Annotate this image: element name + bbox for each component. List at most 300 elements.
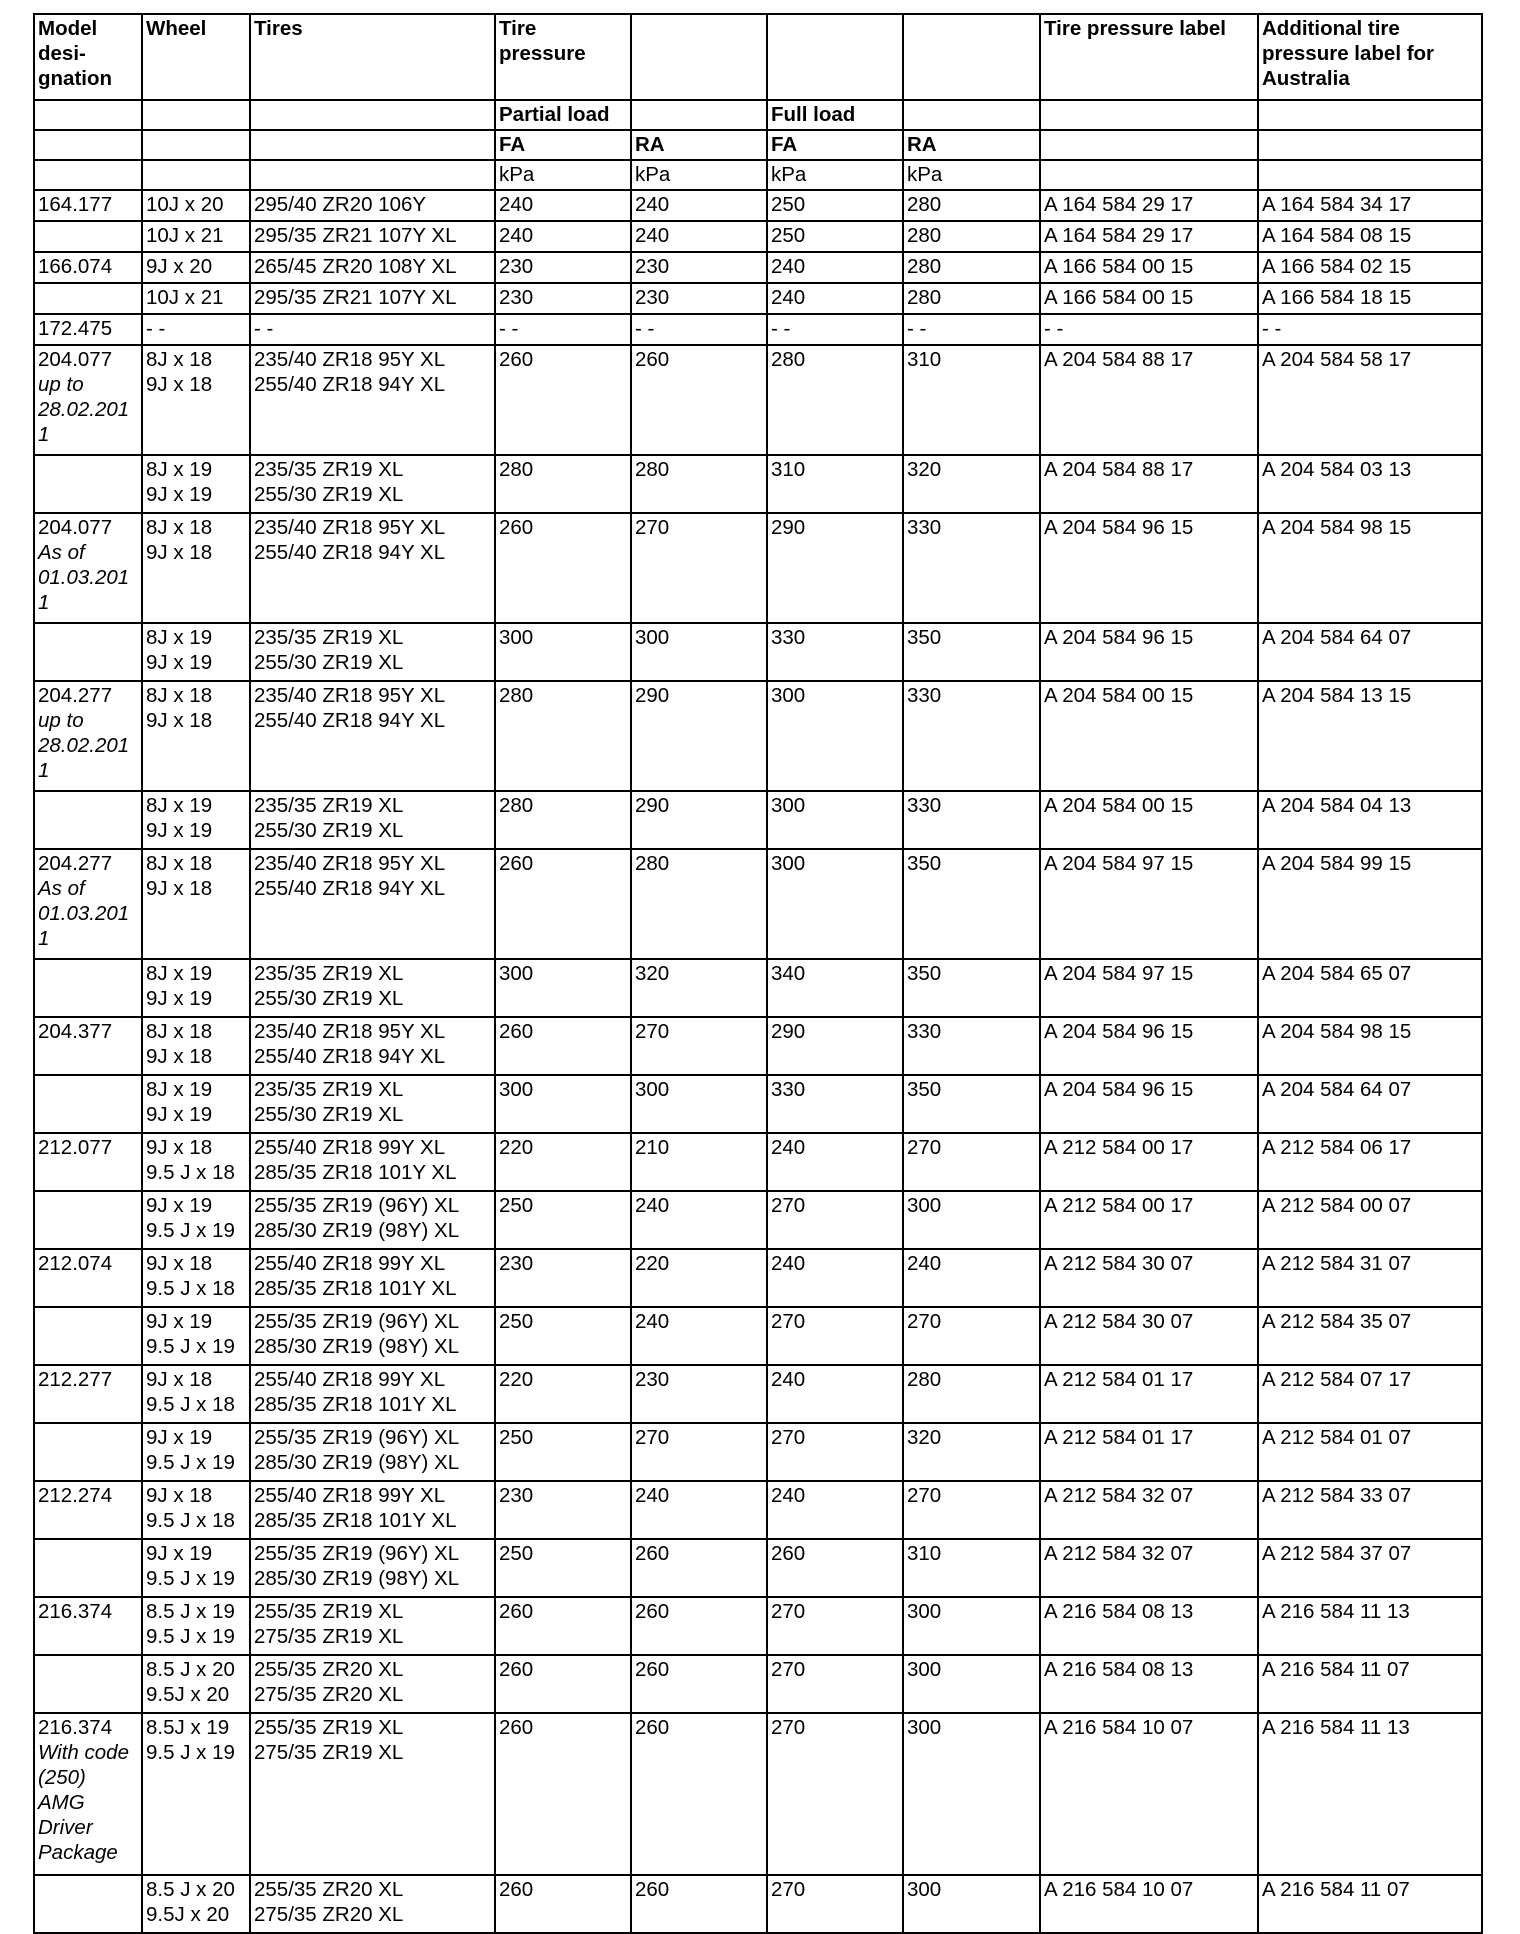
full-fa-cell: 270 (767, 1423, 903, 1481)
australia-label-cell: A 212 584 31 07 (1258, 1249, 1482, 1307)
label-cell: A 204 584 97 15 (1040, 959, 1258, 1017)
partial-ra-cell: 240 (631, 1481, 767, 1539)
model-cell (34, 1423, 142, 1481)
tires-cell: 235/35 ZR19 XL 255/30 ZR19 XL (250, 1075, 495, 1133)
partial-fa-cell: 260 (495, 1875, 631, 1933)
tires-cell: 235/40 ZR18 95Y XL 255/40 ZR18 94Y XL (250, 681, 495, 791)
label-cell: A 216 584 08 13 (1040, 1597, 1258, 1655)
partial-ra-cell: 210 (631, 1133, 767, 1191)
header-cell: Tires (250, 14, 495, 100)
header-cell (1040, 130, 1258, 160)
full-ra-cell: 300 (903, 1597, 1040, 1655)
partial-ra-cell: 260 (631, 1713, 767, 1875)
model-note: As of 01.03.201 1 (38, 541, 130, 614)
full-fa-cell: 240 (767, 252, 903, 283)
model-cell (34, 1365, 142, 1423)
full-fa-cell: 250 (767, 221, 903, 252)
wheel-cell: 9J x 18 9.5 J x 18 (142, 1133, 250, 1191)
full-ra-cell: 240 (903, 1249, 1040, 1307)
full-fa-cell: 240 (767, 1365, 903, 1423)
label-cell: A 212 584 30 07 (1040, 1307, 1258, 1365)
full-fa-cell: 270 (767, 1597, 903, 1655)
tires-cell: 255/35 ZR19 XL 275/35 ZR19 XL (250, 1713, 495, 1875)
tires-cell: 235/40 ZR18 95Y XL 255/40 ZR18 94Y XL (250, 513, 495, 623)
full-fa-cell: 300 (767, 681, 903, 791)
tires-cell: 265/45 ZR20 108Y XL (250, 252, 495, 283)
table-row (34, 1597, 1482, 1655)
wheel-cell: 8.5 J x 19 9.5 J x 19 (142, 1597, 250, 1655)
partial-ra-cell: 270 (631, 1017, 767, 1075)
table-row (34, 1017, 1482, 1075)
full-fa-cell: 290 (767, 1017, 903, 1075)
header-cell: kPa (903, 160, 1040, 190)
tires-cell: 255/40 ZR18 99Y XL 285/35 ZR18 101Y XL (250, 1481, 495, 1539)
australia-label-cell: A 212 584 00 07 (1258, 1191, 1482, 1249)
wheel-cell: 8.5 J x 20 9.5J x 20 (142, 1655, 250, 1713)
full-fa-cell: 310 (767, 455, 903, 513)
model-designation: 212.077 (38, 1136, 113, 1159)
header-cell: Additional tire pressure label for Australia (1258, 14, 1482, 100)
tires-cell: 235/35 ZR19 XL 255/30 ZR19 XL (250, 959, 495, 1017)
tires-cell: 235/35 ZR19 XL 255/30 ZR19 XL (250, 623, 495, 681)
label-cell: A 204 584 96 15 (1040, 513, 1258, 623)
full-fa-cell: 290 (767, 513, 903, 623)
model-note: up to 28.02.201 1 (38, 709, 130, 782)
label-cell: A 212 584 32 07 (1040, 1481, 1258, 1539)
wheel-cell: 10J x 21 (142, 221, 250, 252)
model-cell (34, 221, 142, 252)
partial-fa-cell: 230 (495, 1249, 631, 1307)
tires-cell: 295/35 ZR21 107Y XL (250, 221, 495, 252)
partial-ra-cell: 230 (631, 283, 767, 314)
full-ra-cell: 270 (903, 1133, 1040, 1191)
full-fa-cell: 270 (767, 1307, 903, 1365)
table-row (34, 314, 1482, 345)
tires-cell: 235/40 ZR18 95Y XL 255/40 ZR18 94Y XL (250, 849, 495, 959)
header-cell (142, 160, 250, 190)
australia-label-cell: A 212 584 37 07 (1258, 1539, 1482, 1597)
wheel-cell: 8.5 J x 20 9.5J x 20 (142, 1875, 250, 1933)
table-row (34, 1249, 1482, 1307)
australia-label-cell: A 204 584 64 07 (1258, 623, 1482, 681)
partial-fa-cell: 250 (495, 1307, 631, 1365)
header-row (34, 160, 1482, 190)
full-fa-cell: 330 (767, 1075, 903, 1133)
full-ra-cell: 350 (903, 959, 1040, 1017)
partial-ra-cell: 280 (631, 455, 767, 513)
label-cell: A 204 584 96 15 (1040, 623, 1258, 681)
wheel-cell: 8J x 19 9J x 19 (142, 959, 250, 1017)
header-cell: FA (495, 130, 631, 160)
wheel-cell: 8J x 18 9J x 18 (142, 849, 250, 959)
partial-fa-cell: 260 (495, 345, 631, 455)
model-cell (34, 1539, 142, 1597)
full-fa-cell: 240 (767, 1249, 903, 1307)
tires-cell: 255/35 ZR19 (96Y) XL 285/30 ZR19 (98Y) XL (250, 1539, 495, 1597)
full-ra-cell: 300 (903, 1655, 1040, 1713)
wheel-cell: 9J x 19 9.5 J x 19 (142, 1539, 250, 1597)
full-fa-cell: 330 (767, 623, 903, 681)
header-cell: RA (903, 130, 1040, 160)
partial-fa-cell: 230 (495, 252, 631, 283)
tire-pressure-table (33, 13, 1483, 1934)
full-ra-cell: 320 (903, 455, 1040, 513)
label-cell: A 204 584 97 15 (1040, 849, 1258, 959)
partial-ra-cell: 220 (631, 1249, 767, 1307)
wheel-cell: 8J x 18 9J x 18 (142, 345, 250, 455)
table-row (34, 1191, 1482, 1249)
australia-label-cell: A 166 584 18 15 (1258, 283, 1482, 314)
model-designation: 216.374 (38, 1600, 113, 1623)
australia-label-cell: A 212 584 33 07 (1258, 1481, 1482, 1539)
full-ra-cell: 350 (903, 1075, 1040, 1133)
tires-cell: 235/35 ZR19 XL 255/30 ZR19 XL (250, 455, 495, 513)
label-cell: A 164 584 29 17 (1040, 221, 1258, 252)
full-ra-cell: 350 (903, 849, 1040, 959)
model-cell (34, 314, 142, 345)
document-page (33, 13, 1483, 1934)
header-cell (1258, 130, 1482, 160)
full-ra-cell: 350 (903, 623, 1040, 681)
partial-ra-cell: 280 (631, 849, 767, 959)
full-ra-cell: 330 (903, 791, 1040, 849)
header-cell (34, 130, 142, 160)
partial-ra-cell: 290 (631, 681, 767, 791)
wheel-cell: 9J x 20 (142, 252, 250, 283)
partial-fa-cell: - - (495, 314, 631, 345)
label-cell: A 204 584 00 15 (1040, 681, 1258, 791)
header-cell: Tire pressure label (1040, 14, 1258, 100)
australia-label-cell: A 212 584 35 07 (1258, 1307, 1482, 1365)
label-cell: A 216 584 10 07 (1040, 1875, 1258, 1933)
header-cell: kPa (495, 160, 631, 190)
partial-fa-cell: 260 (495, 1017, 631, 1075)
model-cell (34, 283, 142, 314)
wheel-cell: - - (142, 314, 250, 345)
table-row (34, 1655, 1482, 1713)
partial-fa-cell: 260 (495, 513, 631, 623)
model-cell (34, 345, 142, 455)
model-cell (34, 190, 142, 221)
full-ra-cell: 320 (903, 1423, 1040, 1481)
table-row (34, 1307, 1482, 1365)
model-designation: 204.277 (38, 852, 113, 875)
wheel-cell: 9J x 18 9.5 J x 18 (142, 1481, 250, 1539)
label-cell: A 204 584 96 15 (1040, 1075, 1258, 1133)
partial-fa-cell: 220 (495, 1133, 631, 1191)
model-cell (34, 1017, 142, 1075)
header-row (34, 130, 1482, 160)
tires-cell: 255/35 ZR19 XL 275/35 ZR19 XL (250, 1597, 495, 1655)
table-row (34, 1133, 1482, 1191)
header-cell (34, 100, 142, 130)
full-ra-cell: 280 (903, 221, 1040, 252)
partial-ra-cell: 260 (631, 1875, 767, 1933)
header-cell: Tire pressure (495, 14, 631, 100)
australia-label-cell: A 204 584 65 07 (1258, 959, 1482, 1017)
partial-ra-cell: 270 (631, 513, 767, 623)
header-row (34, 100, 1482, 130)
model-cell (34, 1075, 142, 1133)
full-ra-cell: 330 (903, 513, 1040, 623)
full-ra-cell: 310 (903, 1539, 1040, 1597)
model-designation: 216.374 (38, 1716, 113, 1739)
full-fa-cell: 240 (767, 283, 903, 314)
table-row (34, 791, 1482, 849)
full-fa-cell: 250 (767, 190, 903, 221)
tires-cell: 255/40 ZR18 99Y XL 285/35 ZR18 101Y XL (250, 1133, 495, 1191)
partial-ra-cell: 230 (631, 1365, 767, 1423)
partial-ra-cell: 240 (631, 190, 767, 221)
label-cell: A 212 584 00 17 (1040, 1191, 1258, 1249)
label-cell: A 216 584 10 07 (1040, 1713, 1258, 1875)
model-cell (34, 1481, 142, 1539)
table-row (34, 1075, 1482, 1133)
model-designation: 204.077 (38, 348, 113, 371)
full-fa-cell: 260 (767, 1539, 903, 1597)
partial-fa-cell: 300 (495, 1075, 631, 1133)
partial-ra-cell: 290 (631, 791, 767, 849)
partial-fa-cell: 260 (495, 1713, 631, 1875)
table-row (34, 849, 1482, 959)
wheel-cell: 9J x 18 9.5 J x 18 (142, 1365, 250, 1423)
model-designation: 172.475 (38, 317, 113, 340)
partial-ra-cell: 230 (631, 252, 767, 283)
header-cell: kPa (767, 160, 903, 190)
australia-label-cell: - - (1258, 314, 1482, 345)
header-cell (1258, 100, 1482, 130)
model-cell (34, 455, 142, 513)
model-cell (34, 513, 142, 623)
header-cell (142, 130, 250, 160)
australia-label-cell: A 204 584 99 15 (1258, 849, 1482, 959)
header-cell (250, 160, 495, 190)
partial-ra-cell: 270 (631, 1423, 767, 1481)
header-cell (34, 160, 142, 190)
label-cell: A 164 584 29 17 (1040, 190, 1258, 221)
header-cell (631, 14, 767, 100)
table-row (34, 1481, 1482, 1539)
label-cell: A 212 584 01 17 (1040, 1423, 1258, 1481)
full-ra-cell: 330 (903, 1017, 1040, 1075)
label-cell: A 212 584 32 07 (1040, 1539, 1258, 1597)
header-cell (767, 14, 903, 100)
partial-ra-cell: 300 (631, 1075, 767, 1133)
tires-cell: 255/40 ZR18 99Y XL 285/35 ZR18 101Y XL (250, 1365, 495, 1423)
full-fa-cell: 270 (767, 1875, 903, 1933)
label-cell: A 216 584 08 13 (1040, 1655, 1258, 1713)
table-row (34, 1365, 1482, 1423)
header-cell (1258, 160, 1482, 190)
partial-ra-cell: 300 (631, 623, 767, 681)
full-fa-cell: - - (767, 314, 903, 345)
header-cell: Wheel (142, 14, 250, 100)
tires-cell: 255/40 ZR18 99Y XL 285/35 ZR18 101Y XL (250, 1249, 495, 1307)
label-cell: A 204 584 88 17 (1040, 455, 1258, 513)
australia-label-cell: A 216 584 11 07 (1258, 1875, 1482, 1933)
full-fa-cell: 240 (767, 1481, 903, 1539)
tires-cell: 255/35 ZR20 XL 275/35 ZR20 XL (250, 1875, 495, 1933)
header-cell (1040, 160, 1258, 190)
table-row (34, 252, 1482, 283)
label-cell: A 166 584 00 15 (1040, 283, 1258, 314)
full-ra-cell: 270 (903, 1307, 1040, 1365)
partial-fa-cell: 260 (495, 1597, 631, 1655)
model-cell (34, 959, 142, 1017)
model-designation: 212.277 (38, 1368, 113, 1391)
wheel-cell: 8J x 18 9J x 18 (142, 681, 250, 791)
model-cell (34, 1249, 142, 1307)
full-ra-cell: 300 (903, 1191, 1040, 1249)
australia-label-cell: A 204 584 58 17 (1258, 345, 1482, 455)
australia-label-cell: A 164 584 34 17 (1258, 190, 1482, 221)
model-cell (34, 1307, 142, 1365)
partial-fa-cell: 260 (495, 849, 631, 959)
full-ra-cell: 310 (903, 345, 1040, 455)
wheel-cell: 8.5J x 19 9.5 J x 19 (142, 1713, 250, 1875)
model-cell (34, 849, 142, 959)
model-cell (34, 1655, 142, 1713)
australia-label-cell: A 216 584 11 13 (1258, 1597, 1482, 1655)
model-designation: 212.074 (38, 1252, 113, 1275)
australia-label-cell: A 204 584 03 13 (1258, 455, 1482, 513)
partial-ra-cell: 320 (631, 959, 767, 1017)
table-row (34, 221, 1482, 252)
tires-cell: 255/35 ZR20 XL 275/35 ZR20 XL (250, 1655, 495, 1713)
full-fa-cell: 270 (767, 1713, 903, 1875)
tires-cell: - - (250, 314, 495, 345)
table-row (34, 283, 1482, 314)
model-designation: 204.277 (38, 684, 113, 707)
header-cell (142, 100, 250, 130)
full-ra-cell: 300 (903, 1713, 1040, 1875)
tires-cell: 255/35 ZR19 (96Y) XL 285/30 ZR19 (98Y) XL (250, 1191, 495, 1249)
header-cell: Partial load (495, 100, 631, 130)
wheel-cell: 8J x 19 9J x 19 (142, 623, 250, 681)
partial-fa-cell: 240 (495, 221, 631, 252)
partial-fa-cell: 300 (495, 623, 631, 681)
model-cell (34, 1875, 142, 1933)
australia-label-cell: A 204 584 13 15 (1258, 681, 1482, 791)
partial-fa-cell: 300 (495, 959, 631, 1017)
label-cell: A 204 584 88 17 (1040, 345, 1258, 455)
full-ra-cell: 300 (903, 1875, 1040, 1933)
label-cell: A 204 584 96 15 (1040, 1017, 1258, 1075)
table-row (34, 455, 1482, 513)
full-fa-cell: 240 (767, 1133, 903, 1191)
australia-label-cell: A 204 584 04 13 (1258, 791, 1482, 849)
wheel-cell: 8J x 19 9J x 19 (142, 1075, 250, 1133)
header-cell: kPa (631, 160, 767, 190)
australia-label-cell: A 204 584 98 15 (1258, 1017, 1482, 1075)
full-fa-cell: 270 (767, 1655, 903, 1713)
full-fa-cell: 300 (767, 791, 903, 849)
full-ra-cell: 280 (903, 190, 1040, 221)
model-designation: 164.177 (38, 193, 113, 216)
australia-label-cell: A 166 584 02 15 (1258, 252, 1482, 283)
full-fa-cell: 280 (767, 345, 903, 455)
model-note: up to 28.02.201 1 (38, 373, 130, 446)
australia-label-cell: A 216 584 11 07 (1258, 1655, 1482, 1713)
model-cell (34, 1191, 142, 1249)
model-cell (34, 1597, 142, 1655)
partial-fa-cell: 280 (495, 455, 631, 513)
wheel-cell: 9J x 19 9.5 J x 19 (142, 1307, 250, 1365)
tires-cell: 295/35 ZR21 107Y XL (250, 283, 495, 314)
model-designation: 204.377 (38, 1020, 113, 1043)
partial-ra-cell: 260 (631, 1597, 767, 1655)
model-cell (34, 1713, 142, 1875)
model-note: With code (250) AMG Driver Package (38, 1741, 129, 1864)
partial-fa-cell: 230 (495, 283, 631, 314)
tires-cell: 255/35 ZR19 (96Y) XL 285/30 ZR19 (98Y) XL (250, 1307, 495, 1365)
model-note: As of 01.03.201 1 (38, 877, 130, 950)
label-cell: A 212 584 00 17 (1040, 1133, 1258, 1191)
full-ra-cell: - - (903, 314, 1040, 345)
label-cell: A 212 584 01 17 (1040, 1365, 1258, 1423)
partial-fa-cell: 280 (495, 681, 631, 791)
table-row (34, 513, 1482, 623)
australia-label-cell: A 204 584 64 07 (1258, 1075, 1482, 1133)
partial-fa-cell: 250 (495, 1191, 631, 1249)
header-cell: Model desi-gnation (34, 14, 142, 100)
table-row (34, 623, 1482, 681)
header-cell (250, 130, 495, 160)
full-ra-cell: 280 (903, 252, 1040, 283)
header-cell: FA (767, 130, 903, 160)
label-cell: A 212 584 30 07 (1040, 1249, 1258, 1307)
partial-ra-cell: 240 (631, 221, 767, 252)
table-row (34, 959, 1482, 1017)
label-cell: A 204 584 00 15 (1040, 791, 1258, 849)
table-row (34, 345, 1482, 455)
partial-ra-cell: - - (631, 314, 767, 345)
wheel-cell: 10J x 20 (142, 190, 250, 221)
partial-ra-cell: 260 (631, 1539, 767, 1597)
model-cell (34, 681, 142, 791)
australia-label-cell: A 164 584 08 15 (1258, 221, 1482, 252)
australia-label-cell: A 212 584 07 17 (1258, 1365, 1482, 1423)
header-cell (903, 14, 1040, 100)
wheel-cell: 8J x 18 9J x 18 (142, 1017, 250, 1075)
full-fa-cell: 340 (767, 959, 903, 1017)
wheel-cell: 8J x 18 9J x 18 (142, 513, 250, 623)
tires-cell: 255/35 ZR19 (96Y) XL 285/30 ZR19 (98Y) XL (250, 1423, 495, 1481)
partial-ra-cell: 240 (631, 1191, 767, 1249)
full-fa-cell: 300 (767, 849, 903, 959)
wheel-cell: 8J x 19 9J x 19 (142, 455, 250, 513)
tires-cell: 295/40 ZR20 106Y (250, 190, 495, 221)
full-ra-cell: 280 (903, 1365, 1040, 1423)
partial-fa-cell: 230 (495, 1481, 631, 1539)
table-row (34, 1423, 1482, 1481)
full-fa-cell: 270 (767, 1191, 903, 1249)
header-row (34, 14, 1482, 100)
full-ra-cell: 270 (903, 1481, 1040, 1539)
australia-label-cell: A 212 584 01 07 (1258, 1423, 1482, 1481)
partial-ra-cell: 260 (631, 345, 767, 455)
australia-label-cell: A 212 584 06 17 (1258, 1133, 1482, 1191)
header-cell (631, 100, 767, 130)
partial-ra-cell: 260 (631, 1655, 767, 1713)
wheel-cell: 9J x 18 9.5 J x 18 (142, 1249, 250, 1307)
model-cell (34, 252, 142, 283)
tires-cell: 235/40 ZR18 95Y XL 255/40 ZR18 94Y XL (250, 345, 495, 455)
tires-cell: 235/35 ZR19 XL 255/30 ZR19 XL (250, 791, 495, 849)
table-row (34, 1539, 1482, 1597)
wheel-cell: 8J x 19 9J x 19 (142, 791, 250, 849)
table-row (34, 681, 1482, 791)
